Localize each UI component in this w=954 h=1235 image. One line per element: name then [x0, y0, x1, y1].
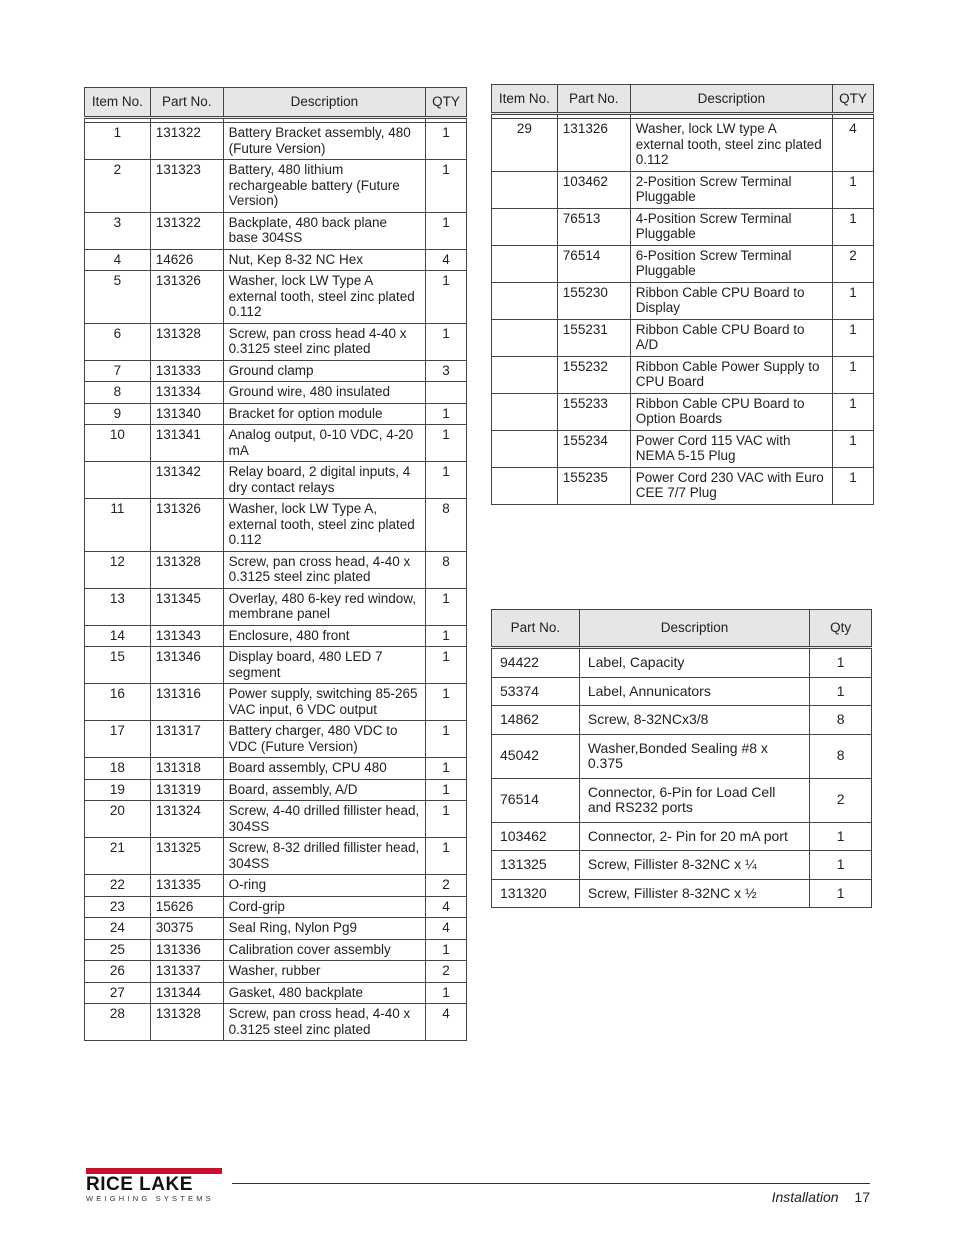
cell-part-no: 131319 — [150, 779, 223, 801]
cell-description: Label, Annunicators — [579, 677, 809, 706]
cell-item-no: 2 — [85, 160, 151, 213]
cell-part-no: 131342 — [150, 462, 223, 499]
cell-part-no: 155230 — [557, 282, 630, 319]
cell-description: 4-Position Screw Terminal Pluggable — [630, 208, 832, 245]
cell-part-no: 131341 — [150, 425, 223, 462]
cell-item-no: 22 — [85, 875, 151, 897]
cell-item-no: 27 — [85, 982, 151, 1004]
cell-item-no: 13 — [85, 588, 151, 625]
cell-qty: 1 — [810, 677, 872, 706]
table-row — [492, 778, 872, 822]
cell-description: Ribbon Cable CPU Board to Option Boards — [630, 393, 832, 430]
cell-part-no: 103462 — [557, 171, 630, 208]
table-row — [85, 875, 467, 897]
cell-item-no — [492, 430, 558, 467]
table-header-row — [492, 85, 874, 114]
table-row — [85, 1004, 467, 1041]
cell-qty: 2 — [426, 875, 467, 897]
cell-part-no: 155235 — [557, 467, 630, 504]
cell-part-no: 131346 — [150, 647, 223, 684]
cell-item-no: 19 — [85, 779, 151, 801]
cell-item-no: 4 — [85, 249, 151, 271]
table-row — [492, 119, 874, 172]
cell-item-no: 18 — [85, 758, 151, 780]
cell-description: Analog output, 0-10 VDC, 4-20 mA — [223, 425, 425, 462]
table-row — [492, 356, 874, 393]
cell-item-no: 7 — [85, 360, 151, 382]
cell-part-no: 131334 — [150, 382, 223, 404]
cell-part-no: 131323 — [150, 160, 223, 213]
cell-qty: 1 — [810, 879, 872, 908]
cell-item-no: 25 — [85, 939, 151, 961]
page-number: 17 — [854, 1189, 870, 1205]
cell-description: Washer, rubber — [223, 961, 425, 983]
parts-table-main — [84, 87, 467, 1041]
cell-qty: 4 — [833, 119, 874, 172]
col-header-description: Description — [579, 610, 809, 648]
table-row — [85, 212, 467, 249]
table-row — [492, 851, 872, 880]
cell-item-no — [492, 393, 558, 430]
cell-qty: 1 — [426, 123, 467, 160]
cell-item-no: 15 — [85, 647, 151, 684]
cell-part-no: 131326 — [150, 499, 223, 552]
logo-subtitle: WEIGHING SYSTEMS — [86, 1194, 214, 1203]
table-row — [85, 982, 467, 1004]
cell-description: 2-Position Screw Terminal Pluggable — [630, 171, 832, 208]
cell-qty: 4 — [426, 249, 467, 271]
cell-item-no: 21 — [85, 838, 151, 875]
cell-item-no: 1 — [85, 123, 151, 160]
cell-description: Power Cord 230 VAC with Euro CEE 7/7 Plug — [630, 467, 832, 504]
cell-item-no: 12 — [85, 551, 151, 588]
page-footer — [0, 1165, 954, 1215]
cell-qty: 1 — [426, 425, 467, 462]
table-row — [85, 758, 467, 780]
cell-part-no: 131337 — [150, 961, 223, 983]
table-row — [492, 208, 874, 245]
table-row — [85, 360, 467, 382]
table-row — [85, 801, 467, 838]
cell-description: Nut, Kep 8-32 NC Hex — [223, 249, 425, 271]
cell-qty: 2 — [833, 245, 874, 282]
cell-qty: 2 — [426, 961, 467, 983]
table-row — [492, 245, 874, 282]
cell-part-no: 131333 — [150, 360, 223, 382]
cell-description: Bracket for option module — [223, 403, 425, 425]
cell-description: Connector, 2- Pin for 20 mA port — [579, 822, 809, 851]
cell-item-no: 26 — [85, 961, 151, 983]
cell-qty: 8 — [426, 551, 467, 588]
cell-qty: 1 — [426, 625, 467, 647]
cell-description: Cord-grip — [223, 896, 425, 918]
cell-part-no: 45042 — [492, 734, 580, 778]
cell-part-no: 131325 — [492, 851, 580, 880]
cell-part-no: 131318 — [150, 758, 223, 780]
cell-part-no: 155233 — [557, 393, 630, 430]
table-header-row — [85, 88, 467, 118]
cell-description: Power supply, switching 85-265 VAC input, 6 VDC output — [223, 684, 425, 721]
cell-part-no: 15626 — [150, 896, 223, 918]
cell-qty: 2 — [810, 778, 872, 822]
table-row — [85, 425, 467, 462]
col-header-qty: QTY — [426, 88, 467, 118]
cell-qty: 1 — [426, 403, 467, 425]
cell-item-no — [85, 462, 151, 499]
cell-part-no: 14626 — [150, 249, 223, 271]
table-row — [492, 822, 872, 851]
cell-qty: 1 — [426, 160, 467, 213]
table-row — [492, 467, 874, 504]
cell-qty: 1 — [426, 758, 467, 780]
cell-part-no: 131326 — [150, 271, 223, 324]
cell-description: Board assembly, CPU 480 — [223, 758, 425, 780]
table-row — [85, 160, 467, 213]
cell-qty: 1 — [833, 319, 874, 356]
table-row — [85, 918, 467, 940]
table-row — [85, 721, 467, 758]
cell-part-no: 131335 — [150, 875, 223, 897]
cell-qty: 1 — [810, 851, 872, 880]
table-row — [85, 499, 467, 552]
table-row — [85, 462, 467, 499]
cell-part-no: 131322 — [150, 123, 223, 160]
cell-item-no — [492, 245, 558, 282]
cell-description: Screw, Fillister 8-32NC x ½ — [579, 879, 809, 908]
cell-description: Ribbon Cable CPU Board to Display — [630, 282, 832, 319]
cell-item-no: 9 — [85, 403, 151, 425]
parts-table-continued — [491, 84, 874, 505]
cell-part-no: 131322 — [150, 212, 223, 249]
table-header-row — [492, 610, 872, 648]
cell-part-no: 131328 — [150, 1004, 223, 1041]
table-row — [492, 319, 874, 356]
cell-description: Ground wire, 480 insulated — [223, 382, 425, 404]
cell-description: Washer, lock LW Type A external tooth, steel zinc plated 0.112 — [223, 271, 425, 324]
cell-part-no: 53374 — [492, 677, 580, 706]
cell-description: Gasket, 480 backplate — [223, 982, 425, 1004]
cell-description: Washer, lock LW Type A, external tooth, steel zinc plated 0.112 — [223, 499, 425, 552]
cell-item-no — [492, 171, 558, 208]
cell-description: Washer, lock LW type A external tooth, steel zinc plated 0.112 — [630, 119, 832, 172]
cell-item-no — [492, 208, 558, 245]
table-row — [85, 403, 467, 425]
table-row — [85, 647, 467, 684]
cell-part-no: 103462 — [492, 822, 580, 851]
cell-part-no: 131317 — [150, 721, 223, 758]
logo-wordmark: RICE LAKE — [86, 1174, 193, 1195]
cell-description: Connector, 6-Pin for Load Cell and RS232 ports — [579, 778, 809, 822]
table-row — [85, 249, 467, 271]
table-row — [85, 779, 467, 801]
table-row — [85, 551, 467, 588]
cell-qty: 1 — [426, 838, 467, 875]
cell-description: Washer,Bonded Sealing #8 x 0.375 — [579, 734, 809, 778]
col-header-qty: QTY — [833, 85, 874, 114]
col-header-description: Description — [630, 85, 832, 114]
table-row — [85, 271, 467, 324]
cell-description: Backplate, 480 back plane base 304SS — [223, 212, 425, 249]
cell-description: Battery Bracket assembly, 480 (Future Version) — [223, 123, 425, 160]
cell-qty: 1 — [426, 323, 467, 360]
cell-item-no: 14 — [85, 625, 151, 647]
footer-page-info — [772, 1189, 870, 1205]
cell-qty: 1 — [426, 647, 467, 684]
cell-qty: 4 — [426, 1004, 467, 1041]
col-header-part-no: Part No. — [150, 88, 223, 118]
cell-item-no: 10 — [85, 425, 151, 462]
table-row — [492, 677, 872, 706]
table-row — [85, 588, 467, 625]
table-row — [85, 625, 467, 647]
cell-description: Display board, 480 LED 7 segment — [223, 647, 425, 684]
cell-part-no: 30375 — [150, 918, 223, 940]
cell-item-no: 23 — [85, 896, 151, 918]
cell-part-no: 131343 — [150, 625, 223, 647]
table-row — [85, 939, 467, 961]
cell-qty: 1 — [833, 430, 874, 467]
cell-description: Ribbon Cable CPU Board to A/D — [630, 319, 832, 356]
cell-qty: 1 — [810, 822, 872, 851]
cell-part-no: 76513 — [557, 208, 630, 245]
table-row — [85, 896, 467, 918]
cell-part-no: 131340 — [150, 403, 223, 425]
cell-part-no: 131320 — [492, 879, 580, 908]
cell-description: Screw, 4-40 drilled fillister head, 304SS — [223, 801, 425, 838]
cell-part-no: 155232 — [557, 356, 630, 393]
cell-part-no: 155234 — [557, 430, 630, 467]
footer-section: Installation — [771, 1189, 839, 1205]
cell-part-no: 131325 — [150, 838, 223, 875]
cell-qty: 1 — [833, 282, 874, 319]
cell-description: Screw, pan cross head, 4-40 x 0.3125 steel zinc plated — [223, 1004, 425, 1041]
cell-description: Ribbon Cable Power Supply to CPU Board — [630, 356, 832, 393]
cell-description: Screw, 8-32 drilled fillister head, 304SS — [223, 838, 425, 875]
cell-qty: 4 — [426, 918, 467, 940]
col-header-qty: Qty — [810, 610, 872, 648]
cell-description: Label, Capacity — [579, 648, 809, 678]
cell-part-no: 131326 — [557, 119, 630, 172]
cell-part-no: 14862 — [492, 706, 580, 735]
cell-description: Screw, 8-32NCx3/8 — [579, 706, 809, 735]
table-row — [85, 323, 467, 360]
cell-item-no — [492, 356, 558, 393]
col-header-item-no: Item No. — [85, 88, 151, 118]
cell-item-no: 5 — [85, 271, 151, 324]
cell-item-no: 3 — [85, 212, 151, 249]
cell-qty: 1 — [833, 393, 874, 430]
footer-rule — [232, 1183, 870, 1184]
table-row — [85, 684, 467, 721]
cell-item-no: 28 — [85, 1004, 151, 1041]
cell-qty: 1 — [810, 648, 872, 678]
cell-description: Board, assembly, A/D — [223, 779, 425, 801]
cell-qty: 1 — [426, 212, 467, 249]
cell-description: 6-Position Screw Terminal Pluggable — [630, 245, 832, 282]
cell-description: Ground clamp — [223, 360, 425, 382]
cell-part-no: 76514 — [557, 245, 630, 282]
cell-qty: 1 — [833, 356, 874, 393]
cell-part-no: 94422 — [492, 648, 580, 678]
table-row — [85, 961, 467, 983]
cell-item-no — [492, 282, 558, 319]
cell-part-no: 131336 — [150, 939, 223, 961]
cell-qty: 1 — [833, 467, 874, 504]
cell-qty: 8 — [426, 499, 467, 552]
cell-qty: 1 — [426, 271, 467, 324]
table-row — [492, 706, 872, 735]
cell-item-no: 20 — [85, 801, 151, 838]
table-row — [492, 171, 874, 208]
cell-qty: 1 — [426, 939, 467, 961]
parts-kit-table — [491, 609, 872, 908]
cell-item-no: 6 — [85, 323, 151, 360]
cell-item-no: 17 — [85, 721, 151, 758]
cell-qty: 1 — [426, 779, 467, 801]
cell-part-no: 76514 — [492, 778, 580, 822]
table-row — [492, 734, 872, 778]
cell-description: Battery charger, 480 VDC to VDC (Future Version) — [223, 721, 425, 758]
cell-part-no: 131345 — [150, 588, 223, 625]
cell-part-no: 155231 — [557, 319, 630, 356]
table-row — [492, 430, 874, 467]
cell-part-no: 131324 — [150, 801, 223, 838]
cell-description: O-ring — [223, 875, 425, 897]
table-row — [492, 282, 874, 319]
cell-description: Calibration cover assembly — [223, 939, 425, 961]
cell-description: Power Cord 115 VAC with NEMA 5-15 Plug — [630, 430, 832, 467]
cell-qty — [426, 382, 467, 404]
cell-item-no: 8 — [85, 382, 151, 404]
cell-part-no: 131328 — [150, 323, 223, 360]
cell-description: Screw, pan cross head 4-40 x 0.3125 steel zinc plated — [223, 323, 425, 360]
cell-description: Screw, pan cross head, 4-40 x 0.3125 steel zinc plated — [223, 551, 425, 588]
cell-qty: 8 — [810, 734, 872, 778]
col-header-part-no: Part No. — [557, 85, 630, 114]
cell-item-no: 29 — [492, 119, 558, 172]
cell-qty: 1 — [426, 462, 467, 499]
cell-qty: 8 — [810, 706, 872, 735]
table-row — [492, 393, 874, 430]
cell-item-no — [492, 319, 558, 356]
col-header-description: Description — [223, 88, 425, 118]
cell-description: Screw, Fillister 8-32NC x ¼ — [579, 851, 809, 880]
cell-item-no: 11 — [85, 499, 151, 552]
cell-qty: 1 — [426, 982, 467, 1004]
cell-qty: 1 — [426, 684, 467, 721]
cell-qty: 1 — [426, 588, 467, 625]
cell-qty: 1 — [426, 801, 467, 838]
cell-description: Seal Ring, Nylon Pg9 — [223, 918, 425, 940]
cell-qty: 3 — [426, 360, 467, 382]
table-row — [85, 838, 467, 875]
col-header-part-no: Part No. — [492, 610, 580, 648]
cell-part-no: 131316 — [150, 684, 223, 721]
table-row — [85, 123, 467, 160]
cell-part-no: 131344 — [150, 982, 223, 1004]
cell-description: Overlay, 480 6-key red window, membrane panel — [223, 588, 425, 625]
cell-description: Enclosure, 480 front — [223, 625, 425, 647]
cell-item-no: 24 — [85, 918, 151, 940]
cell-description: Battery, 480 lithium rechargeable battery (Future Version) — [223, 160, 425, 213]
cell-qty: 1 — [833, 171, 874, 208]
table-row — [492, 648, 872, 678]
table-row — [85, 382, 467, 404]
col-header-item-no: Item No. — [492, 85, 558, 114]
cell-qty: 1 — [833, 208, 874, 245]
cell-qty: 4 — [426, 896, 467, 918]
cell-part-no: 131328 — [150, 551, 223, 588]
cell-item-no: 16 — [85, 684, 151, 721]
cell-item-no — [492, 467, 558, 504]
table-row — [492, 879, 872, 908]
cell-qty: 1 — [426, 721, 467, 758]
cell-description: Relay board, 2 digital inputs, 4 dry contact relays — [223, 462, 425, 499]
